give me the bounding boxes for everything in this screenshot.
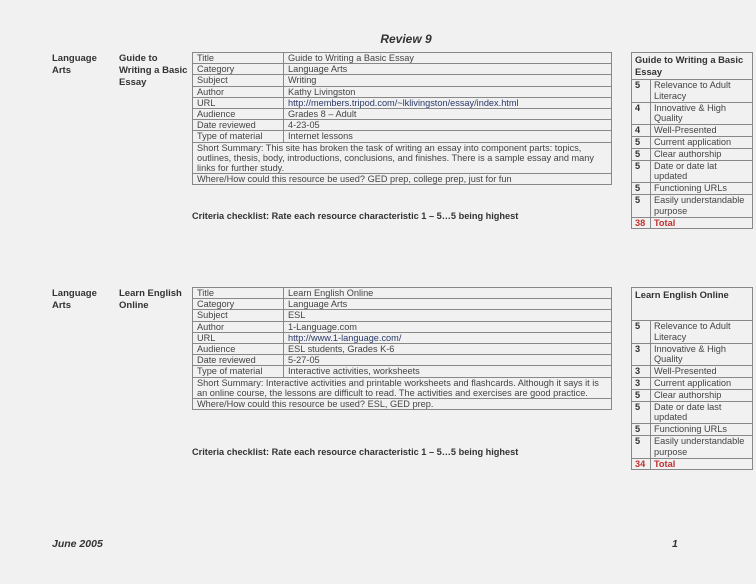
rating-row: [632, 366, 753, 378]
table-row: [193, 399, 612, 410]
date-reviewed-label: Date reviewed: [193, 120, 284, 131]
table-row: [193, 109, 612, 120]
author-value: Kathy Livingston: [284, 86, 612, 97]
url-label: URL: [193, 332, 284, 343]
url-label: URL: [193, 97, 284, 108]
total-label: Total: [651, 217, 753, 229]
review-1-resource-name: Guide to Writing a Basic Essay: [119, 53, 188, 88]
short-summary: Short Summary: Interactive activities and printable worksheets and flashcards. Although it says it is an online course, the lessons are difficult to read. The activities and exercises are good practice.: [193, 377, 612, 398]
table-row: [193, 64, 612, 75]
author-label: Author: [193, 86, 284, 97]
rating-score: 5: [632, 435, 651, 458]
page-title: Review 9: [380, 32, 432, 46]
date-reviewed-value: 4-23-05: [284, 120, 612, 131]
audience-value: Grades 8 – Adult: [284, 109, 612, 120]
rating-score: 5: [632, 194, 651, 217]
table-row: [193, 75, 612, 86]
rating-score: 5: [632, 160, 651, 183]
rating-criterion: Innovative & High Quality: [651, 343, 753, 366]
total-label: Total: [651, 458, 753, 470]
review-1-category: Language Arts: [52, 53, 97, 76]
rating-criterion: Functioning URLs: [651, 183, 753, 195]
subject-value: Writing: [284, 75, 612, 86]
title-value: Learn English Online: [284, 288, 612, 299]
rating-total-row: [632, 458, 753, 470]
title-label: Title: [193, 53, 284, 64]
rating-row: [632, 102, 753, 125]
type-value: Interactive activities, worksheets: [284, 366, 612, 377]
rating-row: [632, 160, 753, 183]
category-label: Category: [193, 64, 284, 75]
title-value: Guide to Writing a Basic Essay: [284, 53, 612, 64]
table-row: [193, 131, 612, 142]
rating-row: [632, 343, 753, 366]
rating-row: [632, 321, 753, 344]
rating-score: 4: [632, 102, 651, 125]
author-label: Author: [193, 321, 284, 332]
category-value: Language Arts: [284, 299, 612, 310]
audience-label: Audience: [193, 344, 284, 355]
short-summary: Short Summary: This site has broken the task of writing an essay into component parts: topics, outlines, thesis, body, introductions, conclusions, and finishes. There is a sample essay and many links for further study.: [193, 142, 612, 174]
rating-criterion: Date or date last updated: [651, 401, 753, 424]
rating-criterion: Well-Presented: [651, 366, 753, 378]
rating-row: [632, 183, 753, 195]
subject-label: Subject: [193, 75, 284, 86]
rating-criterion: Clear authorship: [651, 148, 753, 160]
rating-criterion: Easily understandable purpose: [651, 194, 753, 217]
table-row: [193, 142, 612, 174]
rating-score: 5: [632, 136, 651, 148]
review-1-criteria-text: Criteria checklist: Rate each resource characteristic 1 – 5…5 being highest: [192, 211, 519, 221]
table-row: [193, 299, 612, 310]
table-row: [193, 377, 612, 398]
table-row: [193, 53, 612, 64]
audience-value: ESL students, Grades K-6: [284, 344, 612, 355]
usage-text: Where/How could this resource be used? ESL, GED prep.: [193, 399, 612, 410]
review-1-rating-table: [631, 52, 753, 229]
category-value: Language Arts: [284, 64, 612, 75]
total-score: 34: [632, 458, 651, 470]
table-row: [193, 332, 612, 343]
table-row: [193, 86, 612, 97]
rating-score: 5: [632, 148, 651, 160]
table-row: [193, 120, 612, 131]
rating-score: 5: [632, 401, 651, 424]
rating-score: 5: [632, 424, 651, 436]
audience-label: Audience: [193, 109, 284, 120]
rating-header: Learn English Online: [632, 288, 753, 321]
category-label: Category: [193, 299, 284, 310]
usage-text: Where/How could this resource be used? GED prep, college prep, just for fun: [193, 174, 612, 185]
subject-label: Subject: [193, 310, 284, 321]
table-row: [193, 310, 612, 321]
table-row: [193, 355, 612, 366]
table-row: [193, 366, 612, 377]
rating-row: [632, 148, 753, 160]
review-2-info-table: [192, 287, 612, 410]
page-number: 1: [672, 538, 678, 550]
rating-row: [632, 377, 753, 389]
rating-criterion: Clear authorship: [651, 389, 753, 401]
rating-score: 5: [632, 183, 651, 195]
table-row: [193, 321, 612, 332]
rating-score: 3: [632, 377, 651, 389]
rating-row: [632, 401, 753, 424]
table-row: [193, 174, 612, 185]
rating-criterion: Current application: [651, 377, 753, 389]
rating-header: Guide to Writing a Basic Essay: [632, 53, 753, 80]
url-link[interactable]: http://members.tripod.com/~lklivingston/essay/index.html: [284, 97, 612, 108]
date-reviewed-label: Date reviewed: [193, 355, 284, 366]
review-1-info-table: [192, 52, 612, 185]
title-label: Title: [193, 288, 284, 299]
rating-criterion: Easily understandable purpose: [651, 435, 753, 458]
author-value: 1-Language.com: [284, 321, 612, 332]
table-row: [193, 288, 612, 299]
rating-criterion: Relevance to Adult Literacy: [651, 80, 753, 103]
footer-date: June 2005: [52, 538, 103, 550]
rating-score: 5: [632, 80, 651, 103]
rating-row: [632, 194, 753, 217]
review-2-rating-table: [631, 287, 753, 470]
rating-total-row: [632, 217, 753, 229]
type-label: Type of material: [193, 131, 284, 142]
rating-score: 5: [632, 389, 651, 401]
type-label: Type of material: [193, 366, 284, 377]
rating-score: 3: [632, 366, 651, 378]
rating-criterion: Date or date lat updated: [651, 160, 753, 183]
subject-value: ESL: [284, 310, 612, 321]
review-2-criteria-text: Criteria checklist: Rate each resource characteristic 1 – 5…5 being highest: [192, 447, 519, 457]
rating-criterion: Current application: [651, 136, 753, 148]
total-score: 38: [632, 217, 651, 229]
rating-score: 3: [632, 343, 651, 366]
rating-row: [632, 125, 753, 137]
rating-criterion: Innovative & High Quality: [651, 102, 753, 125]
rating-row: [632, 424, 753, 436]
rating-criterion: Functioning URLs: [651, 424, 753, 436]
rating-row: [632, 435, 753, 458]
rating-criterion: Well-Presented: [651, 125, 753, 137]
date-reviewed-value: 5-27-05: [284, 355, 612, 366]
rating-score: 5: [632, 321, 651, 344]
table-row: [193, 344, 612, 355]
rating-criterion: Relevance to Adult Literacy: [651, 321, 753, 344]
rating-row: [632, 389, 753, 401]
rating-score: 4: [632, 125, 651, 137]
review-2-category: Language Arts: [52, 288, 97, 311]
review-2-resource-name: Learn English Online: [119, 288, 182, 311]
url-link[interactable]: http://www.1-language.com/: [284, 332, 612, 343]
rating-row: [632, 136, 753, 148]
type-value: Internet lessons: [284, 131, 612, 142]
table-row: [193, 97, 612, 108]
rating-row: [632, 80, 753, 103]
